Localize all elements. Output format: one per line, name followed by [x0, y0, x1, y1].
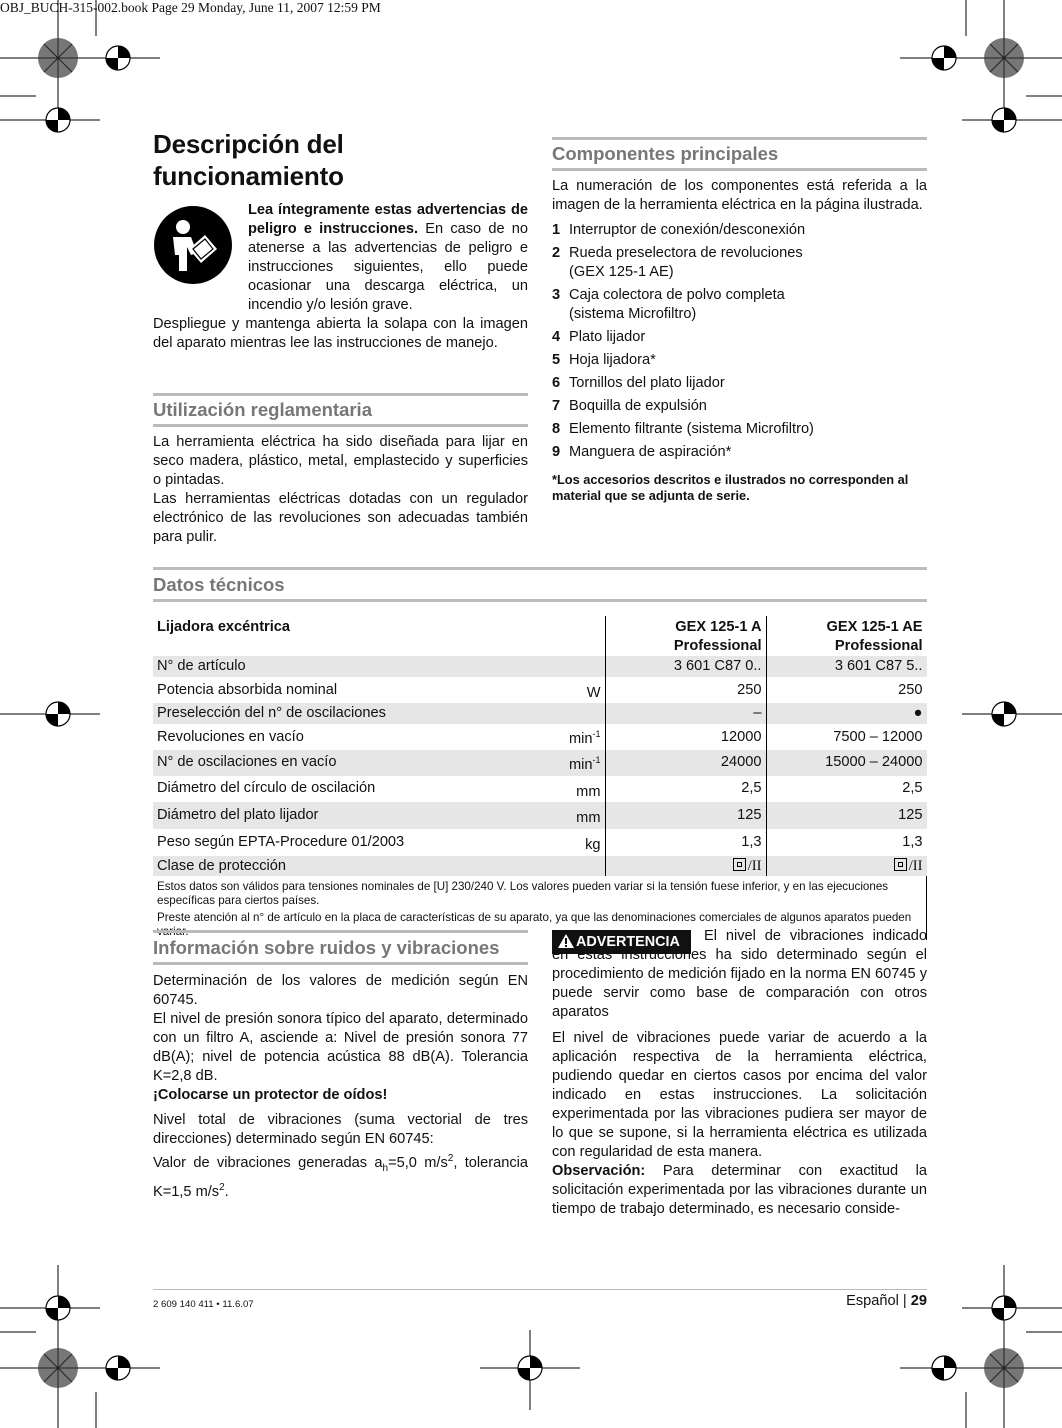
book-slug: OBJ_BUCH-315-002.book Page 29 Monday, June 11, 2007 12:59 PM: [0, 0, 381, 15]
table-row: [153, 776, 927, 803]
noise-paragraph-2: El nivel de presión sonora típico del aparato, determinado con un filtro A, asciende a: Nivel de presión sonora 77 dB(A); nivel de potencia acústica 88 dB(A). Tolerancia K=2,8 dB.: [153, 1011, 528, 1084]
list-item: [552, 351, 927, 370]
model-1-line: Professional: [673, 637, 762, 654]
table-row: [153, 802, 927, 829]
item-number: 2: [552, 245, 561, 261]
section-rule: [153, 962, 528, 965]
row-unit: mm: [537, 802, 606, 829]
list-item: [552, 286, 927, 324]
row-value-2: 125: [766, 802, 927, 829]
row-value-1: 1,3: [605, 829, 766, 856]
table-header-label: Lijadora excéntrica: [153, 616, 537, 656]
model-1-name: GEX 125-1 A: [675, 619, 762, 635]
item-number: 3: [552, 287, 561, 303]
row-unit: kg: [585, 836, 601, 853]
document-code: 2 609 140 411 • 11.6.07: [153, 1299, 254, 1310]
protection-class-icon: [733, 858, 746, 871]
footer-language: Español: [846, 1293, 899, 1309]
row-value-2: 7500 – 12000: [766, 724, 927, 750]
row-unit: $\min^{-1}$: [537, 750, 606, 776]
section-rule: [153, 599, 927, 602]
row-label: Preselección del n° de oscilaciones: [153, 703, 537, 724]
row-unit: [537, 856, 606, 877]
protection-class-icon: [894, 858, 907, 871]
table-row: [153, 703, 927, 724]
table-row: [153, 677, 927, 704]
table-note-2: Preste atención al n° de artículo en la placa de características de su aparato, ya que las denominaciones comerciales de algunos aparatos pueden: [157, 911, 912, 925]
row-value-1: /II: [605, 856, 766, 877]
item-subtext: (sistema Microfiltro): [569, 306, 697, 322]
warning-paragraph-1: El nivel de vibraciones indicado en estas instrucciones ha sido determinado según el procedimiento de medición fijado en la norma EN 60745 y puede servir como base de comparación con otros aparatos: [552, 928, 927, 1020]
observation-paragraph: [552, 1162, 927, 1219]
row-value-2: 250: [766, 677, 927, 704]
row-value-2: 2,5: [766, 776, 927, 803]
components-intro: La numeración de los componentes está referida a la imagen de la herramienta eléctrica en la página ilustrada.: [552, 178, 927, 213]
ear-protection-note: ¡Colocarse un protector de oídos!: [153, 1087, 388, 1103]
components-footnote: *Los accesorios descritos e ilustrados no corresponden al material que se adjunta de serie.: [552, 472, 909, 503]
warning-section: [552, 927, 927, 1219]
list-item: [552, 420, 927, 439]
item-number: 8: [552, 421, 561, 437]
row-value-1: 125: [605, 802, 766, 829]
row-label: N° de oscilaciones en vacío: [153, 750, 537, 776]
item-text: Caja colectora de polvo completa: [569, 287, 785, 303]
use-paragraph-2: Las herramientas eléctricas dotadas con un regulador electrónico de las revoluciones son adecuadas también para pulir.: [153, 491, 528, 545]
list-item: [552, 221, 927, 240]
row-value-2: 15000 – 24000: [766, 750, 927, 776]
vibration-value: Valor de vibraciones generadas $a_h=5,0$ $m/s^2$, tolerancia K=1,5 $m/s^2$.: [153, 1153, 529, 1200]
section-rule: [153, 393, 528, 396]
tech-data-table: [153, 616, 927, 940]
item-number: 9: [552, 444, 561, 460]
row-value-2: 1,3: [766, 829, 927, 856]
item-text: Rueda preselectora de revoluciones: [569, 245, 803, 261]
row-label: Potencia absorbida nominal: [157, 681, 338, 698]
row-unit: $\min^{-1}$: [568, 729, 601, 748]
row-unit: [537, 656, 606, 677]
item-subtext: (GEX 125-1 AE): [569, 264, 674, 280]
list-item: [552, 374, 927, 393]
table-header-row: [153, 616, 927, 656]
table-row: [153, 750, 927, 776]
section-rule: [153, 567, 927, 570]
item-number: 4: [552, 329, 561, 345]
item-number: 7: [552, 398, 561, 414]
noise-paragraph-1: Determinación de los valores de medición según EN 60745.: [153, 973, 528, 1008]
table-row: [153, 656, 927, 677]
section-rule: [552, 137, 927, 140]
table-row: [153, 856, 927, 877]
section-rule: [153, 930, 528, 933]
row-label: N° de artículo: [153, 656, 537, 677]
section-rule: [552, 168, 927, 171]
footer-rule: [153, 1289, 927, 1290]
list-item: [552, 328, 927, 347]
row-label: Clase de protección: [153, 856, 537, 877]
components-section: [552, 177, 927, 504]
noise-section: [153, 972, 528, 1202]
item-text: Plato lijador: [569, 329, 646, 345]
use-paragraph-1: La herramienta eléctrica ha sido diseñada para lijar en seco madera, plástico, metal, emplastecido y superficies o pintadas.: [153, 434, 528, 488]
page-number: 29: [910, 1293, 927, 1309]
use-heading: Utilización reglamentaria: [153, 399, 372, 420]
row-value-2: ●: [766, 703, 927, 724]
item-text: Boquilla de expulsión: [569, 398, 707, 414]
row-value-1: 24000: [605, 750, 766, 776]
model-2-name: GEX 125-1 AE: [826, 619, 923, 635]
observation-label: Observación:: [552, 1163, 646, 1179]
title-line-1: Descripción del: [153, 129, 344, 159]
title-line-2: funcionamiento: [153, 161, 344, 191]
page-title: [153, 128, 344, 192]
item-text: Tornillos del plato lijador: [569, 375, 725, 391]
safety-warning: [248, 201, 528, 315]
model-1-header: [605, 616, 766, 656]
model-2-header: [766, 616, 927, 656]
page-footer: Español | 29: [846, 1293, 927, 1309]
row-unit: [537, 703, 606, 724]
tech-heading: Datos técnicos: [153, 574, 285, 595]
use-section: [153, 433, 528, 547]
item-number: 5: [552, 352, 561, 368]
safety-warning-text: En caso de no atenerse a las advertencias de peligro e instrucciones siguientes, ello puede ocasionar una descarga eléctrica, un incendio y/o lesión grave.: [248, 221, 528, 313]
observation-text: Para determinar con exactitud la solicitación experimentada por las vibraciones durante un tiempo de trabajo determinado, es necesario conside-: [552, 1163, 927, 1217]
warning-badge-label: ADVERTENCIA: [576, 934, 680, 950]
row-value-2: /II: [766, 856, 927, 877]
row-value-2: 3 601 C87 5..: [766, 656, 927, 677]
row-label: Peso según EPTA-Procedure 01/2003: [157, 833, 405, 850]
row-unit: mm: [576, 783, 601, 800]
intro-paragraph: Despliegue y mantenga abierta la solapa con la imagen del aparato mientras lee las instrucciones de manejo.: [153, 316, 528, 351]
noise-paragraph-4: Nivel total de vibraciones (suma vectorial de tres direcciones) determinado según EN 60745:: [153, 1112, 528, 1147]
row-value-1: 12000: [605, 724, 766, 750]
components-heading: Componentes principales: [552, 143, 779, 164]
section-rule: [153, 424, 528, 427]
table-row: [153, 724, 927, 750]
model-2-line: Professional: [834, 637, 923, 654]
row-label: Diámetro del plato lijador: [153, 802, 537, 829]
row-value-1: –: [605, 703, 766, 724]
safety-warning-bold: Lea íntegramente estas advertencias de peligro e instrucciones.: [248, 202, 528, 237]
row-value-1: 250: [605, 677, 766, 704]
table-row: [153, 829, 927, 856]
item-text: Manguera de aspiración*: [569, 444, 732, 460]
item-number: 1: [552, 222, 561, 238]
list-item: [552, 397, 927, 416]
read-manual-icon: [153, 205, 233, 285]
row-value-1: 2,5: [605, 776, 766, 803]
item-text: Elemento filtrante (sistema Microfiltro): [569, 421, 814, 437]
row-label: Diámetro del círculo de oscilación: [157, 780, 376, 797]
list-item: [552, 244, 927, 282]
components-list: [552, 221, 927, 462]
row-label: Revoluciones en vacío: [157, 728, 304, 745]
row-value-1: 3 601 C87 0..: [605, 656, 766, 677]
row-unit: W: [586, 684, 601, 701]
list-item: [552, 443, 927, 462]
item-text: Hoja lijadora*: [569, 352, 656, 368]
noise-heading: Información sobre ruidos y vibraciones: [153, 937, 500, 958]
item-number: 6: [552, 375, 561, 391]
table-note-1: Estos datos son válidos para tensiones nominales de [U] 230/240 V. Los valores pueden variar si la tensión fuese inferior, y en las ejecuciones específicas para ciertos países.: [157, 880, 889, 907]
item-text: Interruptor de conexión/desconexión: [569, 222, 806, 238]
warning-paragraph-2: El nivel de vibraciones puede variar de acuerdo a la aplicación respectiva de la herramienta eléctrica, pudiendo quedar en ciertos casos por encima del valor indicado en estas instrucciones. La solicitación experimentada por las vibraciones pudiera ser mayor de lo que se supone, si la herramienta eléctrica es utilizada con regularidad de esta manera.: [552, 1030, 927, 1160]
